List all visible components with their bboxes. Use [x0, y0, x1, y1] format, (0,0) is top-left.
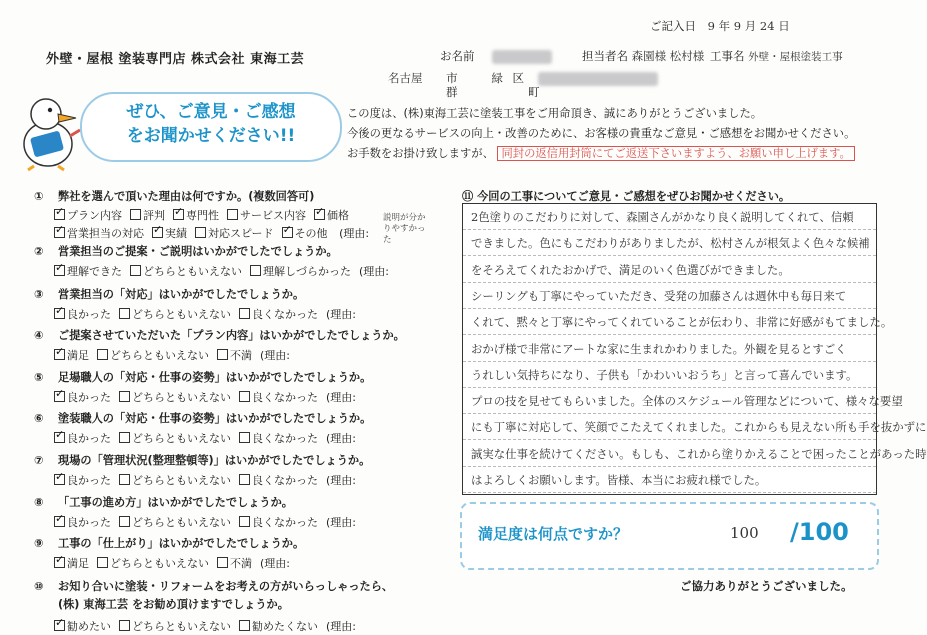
q1-option-9-checkbox[interactable] [282, 227, 293, 238]
q1-option-3-checkbox[interactable] [173, 209, 184, 220]
q9-reason-label: (理由: [260, 557, 290, 570]
q4-option-1-checkbox[interactable] [54, 349, 65, 360]
q1-other-note: 説明が分かりやすかった [383, 213, 426, 245]
banner-text [96, 100, 326, 148]
q1-option-3[interactable] [173, 207, 219, 223]
rep-label: 担当者名 [582, 49, 628, 63]
q1-option-7[interactable] [152, 225, 187, 241]
q3-title: ③ 営業担当の「対応」はいかがでしたでしょうか。 [34, 288, 305, 301]
intro-line3-a: お手数をお掛け致しますが、 [347, 147, 494, 160]
q6-option-1-label: 良かった [67, 432, 111, 445]
q9-option-3[interactable] [217, 555, 252, 571]
q2-reason-label: (理由: [359, 265, 389, 278]
q2-option-1[interactable] [54, 263, 122, 279]
company-name: 外壁・屋根 塗装専門店 株式会社 東海工芸 [46, 52, 305, 67]
q1-option-1-checkbox[interactable] [54, 209, 65, 220]
name-redacted [492, 50, 552, 64]
q9-option-2-label: どちらともいえない [110, 557, 209, 570]
q6-option-3-label: 良くなかった [252, 432, 318, 445]
q11-answer-line: シーリングも丁寧にやっていただき、受発の加藤さんは週休中も毎日来て [463, 283, 876, 309]
q2-options [54, 263, 389, 279]
q6-option-1-checkbox[interactable] [54, 432, 65, 443]
banner-line2: をお聞かせください!! [126, 126, 296, 146]
q10-option-1-label: 勧めたい [67, 620, 111, 633]
q1-option-6[interactable] [54, 225, 144, 241]
q11-answer-line: 誠実な仕事を続けてください。もしも、これから塗りかえることで困ったことがあった時 [463, 441, 876, 467]
q9-option-3-label: 不満 [230, 557, 252, 570]
q6-option-1[interactable] [54, 430, 111, 446]
q8-reason-label: (理由: [326, 516, 356, 529]
q6-option-3-checkbox[interactable] [239, 432, 250, 443]
q7-option-2-label: どちらともいえない [132, 474, 231, 487]
name-row [440, 48, 552, 64]
q2-option-2-checkbox[interactable] [130, 265, 141, 276]
q2-option-3[interactable] [250, 263, 351, 279]
q3-option-2-label: どちらともいえない [132, 308, 231, 321]
rep-row [582, 48, 704, 64]
q9-option-3-checkbox[interactable] [217, 557, 228, 568]
address-town: 町 [528, 85, 540, 99]
q9-options [54, 555, 290, 571]
q7-reason-label: (理由: [326, 474, 356, 487]
q4-option-3-checkbox[interactable] [217, 349, 228, 360]
q10-option-3[interactable] [239, 618, 318, 634]
q4-option-3-label: 不満 [230, 349, 252, 362]
q1-row1 [54, 207, 357, 223]
q10-option-3-checkbox[interactable] [239, 620, 250, 631]
date-value: 9 年 9 月 24 日 [707, 19, 790, 33]
q4-option-1[interactable] [54, 347, 89, 363]
q8-title: ⑧ 「工事の進め方」はいかがでしたでしょうか。 [34, 496, 293, 509]
q6-title: ⑥ 塗装職人の「対応・仕事の姿勢」はいかがでしたでしょうか。 [34, 412, 372, 425]
q9-option-2[interactable] [97, 555, 209, 571]
name-label: お名前 [440, 49, 475, 63]
q1-option-7-checkbox[interactable] [152, 227, 163, 238]
intro-line2: 今後の更なるサービスの向上・改善のために、お客様の貴重なご意見・ご感想をお聞かせください。 [347, 127, 856, 140]
q1-option-1-label: プラン内容 [67, 209, 122, 222]
address-ku: 区 [512, 71, 524, 85]
q4-option-2-label: どちらともいえない [110, 349, 209, 362]
date-label: ご記入日 [650, 19, 696, 33]
q5-reason-label: (理由: [326, 391, 356, 404]
q4-title: ④ ご提案させていただいた「プラン内容」はいかがでしたでしょうか。 [34, 329, 405, 342]
q4-option-3[interactable] [217, 347, 252, 363]
q1-option-8[interactable] [195, 225, 274, 241]
q8-option-2[interactable] [119, 514, 231, 530]
q3-options [54, 306, 356, 322]
q5-option-1-label: 良かった [67, 391, 111, 404]
q3-option-1-label: 良かった [67, 308, 111, 321]
address-city: 市 [446, 71, 458, 85]
q8-options [54, 514, 356, 530]
q8-option-3-label: 良くなかった [252, 516, 318, 529]
q1-option-7-label: 実績 [165, 227, 187, 240]
q10-option-2-checkbox[interactable] [119, 620, 130, 631]
q7-option-1-checkbox[interactable] [54, 474, 65, 485]
q1-title: ① 弊社を選んで頂いた理由は何ですか。(複数回答可) [34, 190, 315, 203]
q4-reason-label: (理由: [260, 349, 290, 362]
work-value: 外壁・屋根塗装工事 [748, 51, 843, 63]
q5-option-3-label: 良くなかった [252, 391, 318, 404]
q11-answer-line: はよろしくお願いします。皆様、本当にお疲れ様でした。 [463, 467, 876, 493]
q10-option-1[interactable] [54, 618, 111, 634]
intro-line1: この度は、(株)東海工芸に塗装工事をご用命頂き、誠にありがとうございました。 [347, 107, 763, 120]
q9-option-1-label: 満足 [67, 557, 89, 570]
q6-options [54, 430, 356, 446]
work-label: 工事名 [710, 49, 745, 63]
q4-option-2-checkbox[interactable] [97, 349, 108, 360]
q1-option-1[interactable] [54, 207, 122, 223]
q8-option-1-checkbox[interactable] [54, 516, 65, 527]
q10-option-2-label: どちらともいえない [132, 620, 231, 633]
q6-option-2-label: どちらともいえない [132, 432, 231, 445]
q11-answer-line: できました。色にもこだわりがありましたが、松村さんが根気よく色々な候補 [463, 230, 876, 256]
address-redacted [538, 72, 658, 86]
q1-option-2-label: 評判 [143, 209, 165, 222]
q5-option-2[interactable] [119, 389, 231, 405]
q8-option-3-checkbox[interactable] [239, 516, 250, 527]
rep-value: 森園様 松村様 [631, 49, 705, 63]
q1-reason-label: (理由: [339, 227, 370, 240]
address-ward: 緑 [491, 71, 503, 85]
q3-option-3-checkbox[interactable] [239, 308, 250, 319]
q10-option-3-label: 勧めたくない [252, 620, 318, 633]
q5-option-1-checkbox[interactable] [54, 391, 65, 402]
address-gun: 群 [446, 85, 458, 99]
q4-option-2[interactable] [97, 347, 209, 363]
q1-option-8-checkbox[interactable] [195, 227, 206, 238]
q10-option-2[interactable] [119, 618, 231, 634]
q5-option-3-checkbox[interactable] [239, 391, 250, 402]
q5-title: ⑤ 足場職人の「対応・仕事の姿勢」はいかがでしたでしょうか。 [34, 371, 372, 384]
satisfaction-value: 100 [730, 524, 759, 542]
intro-return-note: 同封の返信用封筒にてご返送下さいますよう、お願い申し上げます。 [497, 146, 854, 161]
q1-option-3-label: 専門性 [186, 209, 219, 222]
q11-answer-line: をそろえてくれたおかげで、満足のいく色選びができました。 [463, 257, 876, 283]
q2-option-3-checkbox[interactable] [250, 265, 261, 276]
q7-option-2-checkbox[interactable] [119, 474, 130, 485]
q2-option-1-label: 理解できた [67, 265, 122, 278]
q1-option-5-checkbox[interactable] [314, 209, 325, 220]
q5-option-2-label: どちらともいえない [132, 391, 231, 404]
q2-option-2-label: どちらともいえない [143, 265, 242, 278]
q7-option-3-checkbox[interactable] [239, 474, 250, 485]
q7-title: ⑦ 現場の「管理状況(整理整頓等)」はいかがでしたでしょうか。 [34, 454, 371, 467]
q6-option-2[interactable] [119, 430, 231, 446]
q10-title: ⑩ お知り合いに塗装・リフォームをお考えの方がいらっしゃったら、 [34, 580, 394, 593]
date-line [650, 18, 790, 34]
q3-option-3-label: 良くなかった [252, 308, 318, 321]
q8-option-1[interactable] [54, 514, 111, 530]
q6-option-2-checkbox[interactable] [119, 432, 130, 443]
q7-option-1-label: 良かった [67, 474, 111, 487]
q1-option-8-label: 対応スピード [208, 227, 274, 240]
q8-option-1-label: 良かった [67, 516, 111, 529]
satisfaction-scale: /100 [790, 518, 849, 546]
q1-option-2-checkbox[interactable] [130, 209, 141, 220]
work-row [710, 48, 843, 64]
q11-answer-line: にも丁寧に対応して、笑顔でこたえてくれました。これからも見えない所も手を抜かずに [463, 414, 876, 440]
q9-option-2-checkbox[interactable] [97, 557, 108, 568]
q11-title: ⑪ 今回の工事についてご意見・ご感想をぜひお聞かせください。 [462, 190, 791, 203]
q10-title-line2: (株) 東海工芸 をお勧め頂けますでしょうか。 [58, 598, 289, 611]
q9-title: ⑨ 工事の「仕上がり」はいかがでしたでしょうか。 [34, 537, 305, 550]
q10-option-1-checkbox[interactable] [54, 620, 65, 631]
q5-options [54, 389, 356, 405]
q7-option-1[interactable] [54, 472, 111, 488]
q1-option-4-label: サービス内容 [240, 209, 306, 222]
q1-option-9-label: その他 [294, 227, 328, 240]
q5-option-3[interactable] [239, 389, 318, 405]
q8-option-2-checkbox[interactable] [119, 516, 130, 527]
banner-line1: ぜひ、ご意見・ご感想 [126, 102, 296, 122]
q11-answer-line: プロの技を見せてもらいました。全体のスケジュール管理などについて、様々な要望 [463, 388, 876, 414]
q7-options [54, 472, 356, 488]
q11-answer-line: おかげ様で非常にアートな家に生まれかわりました。外観を見るとすごく [463, 336, 876, 362]
q2-title: ② 営業担当のご提案・ご説明はいかがでしたでしょうか。 [34, 245, 338, 258]
q1-option-9[interactable] [282, 225, 328, 241]
q4-option-1-label: 満足 [67, 349, 89, 362]
q3-option-2[interactable] [119, 306, 231, 322]
address-pref: 名古屋 [388, 71, 423, 85]
q7-option-2[interactable] [119, 472, 231, 488]
q1-option-5-label: 価格 [327, 209, 349, 222]
q1-option-5[interactable] [314, 207, 349, 223]
q11-answer-line: くれて、黙々と丁寧にやってくれていることが伝わり、非常に好感がもてました。 [463, 309, 876, 335]
q11-answer-box [462, 203, 927, 495]
q6-option-3[interactable] [239, 430, 318, 446]
address-row [388, 70, 658, 86]
q4-options [54, 347, 290, 363]
q6-reason-label: (理由: [326, 432, 356, 445]
q3-option-2-checkbox[interactable] [119, 308, 130, 319]
q1-option-6-label: 営業担当の対応 [67, 227, 144, 240]
q10-reason-label: (理由: [326, 620, 356, 633]
q2-option-3-label: 理解しづらかった [263, 265, 351, 278]
q3-reason-label: (理由: [326, 308, 356, 321]
q1-row2 [54, 225, 369, 241]
q7-option-3[interactable] [239, 472, 318, 488]
q1-option-2[interactable] [130, 207, 165, 223]
q8-option-2-label: どちらともいえない [132, 516, 231, 529]
q1-option-4-checkbox[interactable] [227, 209, 238, 220]
q5-option-2-checkbox[interactable] [119, 391, 130, 402]
q10-options [54, 618, 356, 634]
q8-option-3[interactable] [239, 514, 318, 530]
q2-option-2[interactable] [130, 263, 242, 279]
q5-option-1[interactable] [54, 389, 111, 405]
q3-option-1[interactable] [54, 306, 111, 322]
q1-option-4[interactable] [227, 207, 306, 223]
q1-option-6-checkbox[interactable] [54, 227, 65, 238]
mascot-duck-icon [14, 92, 84, 172]
q9-option-1-checkbox[interactable] [54, 557, 65, 568]
q3-option-3[interactable] [239, 306, 318, 322]
q11-answer-line: うれしい気持ちになり、子供も「かわいいおうち」と言って喜んでいます。 [463, 362, 876, 388]
q3-option-1-checkbox[interactable] [54, 308, 65, 319]
q7-option-3-label: 良くなかった [252, 474, 318, 487]
q11-answer-line: 2色塗りのこだわりに対して、森園さんがかなり良く説明してくれて、信頼 [463, 204, 876, 230]
satisfaction-question: 満足度は何点ですか？ [478, 525, 629, 543]
q2-option-1-checkbox[interactable] [54, 265, 65, 276]
q9-option-1[interactable] [54, 555, 89, 571]
intro-line3 [347, 146, 855, 162]
closing-text: ご協力ありがとうございました。 [680, 579, 853, 593]
